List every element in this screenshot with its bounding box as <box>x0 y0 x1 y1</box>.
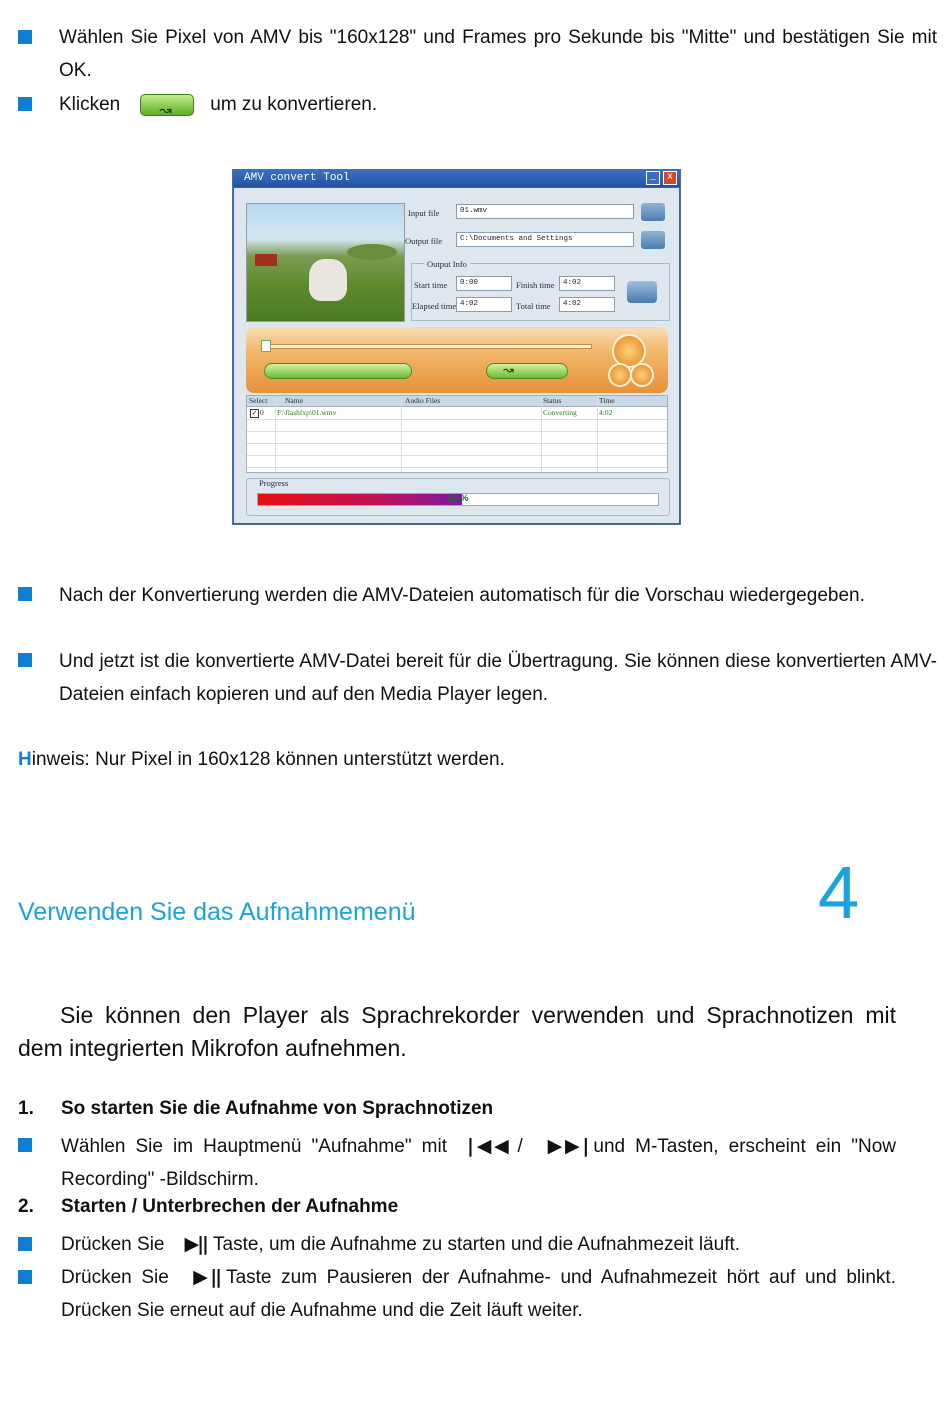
play-pause-icon: ▶|| <box>184 1233 207 1255</box>
elapsed-time-label: Elapsed time <box>412 301 457 311</box>
bullet-text: Wählen Sie Pixel von AMV bis "160x128" und Frames pro Sekunde bis "Mitte" und bestätigen Sie mit OK. <box>59 27 937 81</box>
bullet-text: Nach der Konvertierung werden die AMV-Dateien automatisch für die Vorschau wiedergegeben. <box>59 585 865 606</box>
progress-label: Progress <box>259 478 289 488</box>
bullet-text <box>18 88 937 121</box>
progress-text: 51 % <box>448 493 469 503</box>
output-info-title: Output Info <box>424 259 470 269</box>
col-time: Time <box>599 396 615 405</box>
output-file-label: Output file <box>405 236 443 246</box>
close-button[interactable]: x <box>663 171 677 185</box>
row-time: 4:02 <box>599 408 613 417</box>
play-pause-icon: ▶|| <box>188 1266 221 1288</box>
row-checkbox[interactable]: ✓ <box>251 410 258 417</box>
bullet-text <box>18 1130 896 1196</box>
start-time-value: 0:00 <box>456 276 512 291</box>
input-file-field[interactable]: 01.wmv <box>456 204 634 219</box>
progress-bar <box>257 493 659 506</box>
progress-group <box>246 478 670 516</box>
playback-control-bar <box>246 327 668 393</box>
col-name: Name <box>285 396 303 405</box>
lead-paragraph <box>18 999 896 1065</box>
lead-text: Sie können den Player als Sprachrekorder verwenden und Sprachnotizen mit dem integrierten Mikrofon aufnehmen. <box>18 1002 896 1061</box>
seek-track[interactable] <box>264 344 592 349</box>
next-button[interactable] <box>630 363 654 387</box>
next-track-icon: ▶▶| <box>542 1135 588 1157</box>
elapsed-time-value: 4:02 <box>456 297 512 312</box>
note-initial: H <box>18 749 32 770</box>
step-title: Starten / Unterbrechen der Aufnahme <box>61 1196 399 1217</box>
section-title: Verwenden Sie das Aufnahmemenü <box>18 898 416 926</box>
bullet-text-pre: Wählen Sie im Hauptmenü "Aufnahme" mit <box>61 1136 447 1157</box>
file-list <box>246 395 668 473</box>
bullet-text-pre: Klicken <box>59 94 121 115</box>
convert-icon: ↝ <box>503 362 514 377</box>
bullet-text-pre: Drücken Sie <box>61 1234 165 1255</box>
finish-time-label: Finish time <box>516 280 555 290</box>
bullet-text: Und jetzt ist die konvertierte AMV-Datei bereit für die Übertragung. Sie können diese konvertierten AMV-Dateien einfach kopieren und auf den Media Player legen. <box>59 651 937 705</box>
browse-input-icon[interactable] <box>641 203 665 221</box>
clip-buttons-group[interactable] <box>264 363 412 379</box>
chapter-number: 4 <box>818 851 860 934</box>
file-list-header <box>247 396 667 407</box>
bullet-text-pre: Drücken Sie <box>61 1267 169 1288</box>
row-status: Converting <box>543 408 577 417</box>
total-time-label: Total time <box>516 301 551 311</box>
video-preview <box>246 203 405 322</box>
finish-time-value: 4:02 <box>559 276 615 291</box>
bullet-text-post: Taste zum Pausieren der Aufnahme- und Aufnahmezeit hört auf und blinkt. Drücken Sie erneut auf die Aufnahme und die Zeit läuft weiter. <box>61 1267 896 1321</box>
convert-icon: ↝ <box>140 94 194 116</box>
window-title-bar <box>233 170 680 187</box>
step-title: So starten Sie die Aufnahme von Sprachnotizen <box>61 1098 494 1119</box>
bullet-text <box>18 1261 896 1327</box>
progress-fill <box>258 494 462 505</box>
previous-track-icon: |◀◀ <box>466 1135 512 1157</box>
prev-button[interactable] <box>608 363 632 387</box>
step-number: 1. <box>18 1098 34 1119</box>
total-time-value: 4:02 <box>559 297 615 312</box>
separator: / <box>517 1136 523 1157</box>
row-name: F:\flashfxp\01.wmv <box>277 408 337 417</box>
col-audio-files: Audio Files <box>405 396 441 405</box>
window-title: AMV convert Tool <box>244 172 350 184</box>
bullet-text-post: und M-Tasten, erscheint ein "Now Recording" -Bildschirm. <box>61 1136 896 1190</box>
convert-button[interactable] <box>486 363 568 379</box>
step-number: 2. <box>18 1196 34 1217</box>
col-status: Status <box>543 396 562 405</box>
output-file-field[interactable]: C:\Documents and Settings <box>456 232 634 247</box>
window-body <box>234 188 679 523</box>
start-time-label: Start time <box>414 280 448 290</box>
input-file-label: Input file <box>408 208 440 218</box>
col-select: Select <box>249 396 268 405</box>
minimize-button[interactable]: _ <box>646 171 660 185</box>
bullet-text <box>18 1228 896 1261</box>
amv-convert-tool-window <box>232 169 681 525</box>
bullet-text-post: Taste, um die Aufnahme zu starten und die Aufnahmezeit läuft. <box>213 1234 741 1255</box>
browse-output-icon[interactable] <box>641 231 665 249</box>
settings-icon[interactable] <box>627 281 657 303</box>
note-text: inweis: Nur Pixel in 160x128 können unterstützt werden. <box>31 749 505 770</box>
seek-handle[interactable] <box>261 340 271 352</box>
note <box>18 743 896 776</box>
bullet-text-post: um zu konvertieren. <box>210 94 378 115</box>
row-index: 0 <box>260 408 264 417</box>
